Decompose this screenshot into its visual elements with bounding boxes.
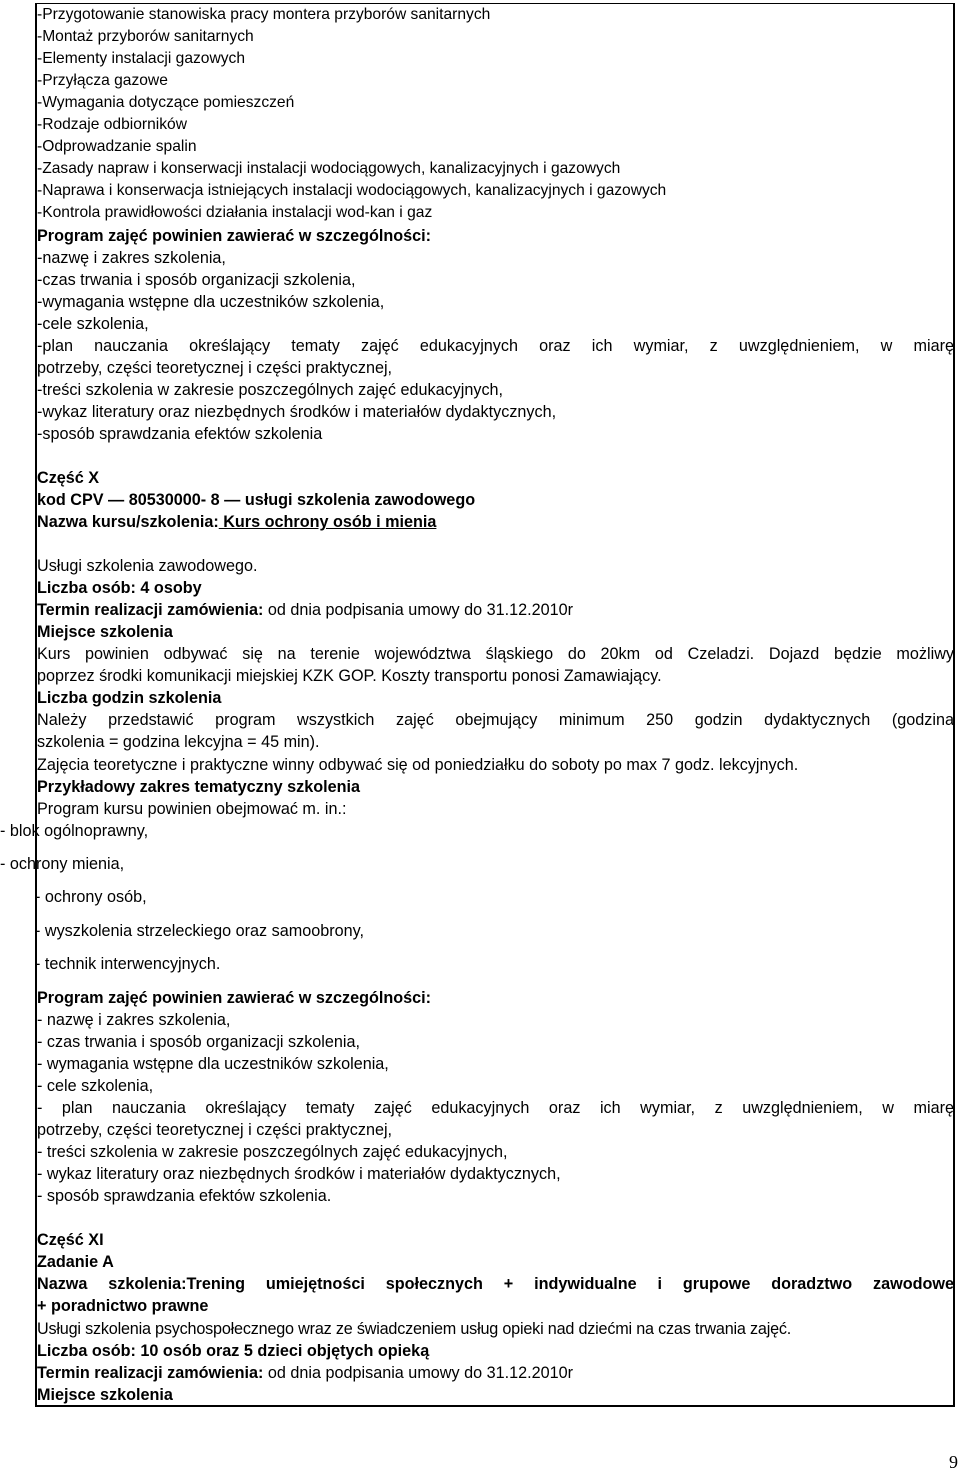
services-text: Usługi szkolenia zawodowego.: [37, 557, 258, 575]
page-number: 9: [949, 1452, 958, 1472]
list-item: - cele szkolenia,: [37, 1077, 154, 1095]
scope-item: - wyszkolenia strzeleckiego oraz samoobrony,: [35, 922, 364, 940]
list-item: - nazwę i zakres szkolenia,: [37, 1011, 231, 1029]
scope-heading: Przykładowy zakres tematyczny szkolenia: [37, 778, 361, 796]
list-item: potrzeby, części teoretycznej i części praktycznej,: [37, 1121, 393, 1139]
list-item: -Wymagania dotyczące pomieszczeń: [37, 94, 295, 111]
course-value: Kurs ochrony osób i mienia: [218, 513, 437, 531]
list-item: -cele szkolenia,: [37, 315, 149, 333]
list-item: - czas trwania i sposób organizacji szkolenia,: [37, 1033, 360, 1051]
list-item: -plan nauczania określający tematy zajęć edukacyjnych oraz ich wymiar, z uwzględnieniem, w miarę: [37, 337, 954, 355]
scope-item: - ochrony osób,: [35, 888, 147, 906]
list-item: potrzeby, części teoretycznej i części praktycznej,: [37, 359, 393, 377]
services-text: Usługi szkolenia psychospołecznego wraz ze świadczeniem usług opieki nad dziećmi na czas trwania zajęć.: [37, 1320, 792, 1338]
term-label: Termin realizacji zamówienia:: [37, 1364, 264, 1382]
program-heading: Program zajęć powinien zawierać w szczególności:: [37, 227, 432, 245]
scope-item: - ochrony mienia,: [0, 855, 125, 873]
list-item: -Przyłącza gazowe: [37, 72, 168, 89]
term: [37, 1363, 954, 1383]
list-item: - wykaz literatury oraz niezbędnych środków i materiałów dydaktycznych,: [37, 1165, 561, 1183]
term-label: Termin realizacji zamówienia:: [37, 601, 264, 619]
list-item: -wykaz literatury oraz niezbędnych środków i materiałów dydaktycznych,: [37, 403, 557, 421]
place-text: poprzez środki komunikacji miejskiej KZK GOP. Koszty transportu ponosi Zamawiający.: [37, 667, 662, 685]
hours-text: szkolenia = godzina lekcyjna = 45 min).: [37, 733, 320, 751]
list-item: -wymagania wstępne dla uczestników szkolenia,: [37, 293, 385, 311]
list-item: - sposób sprawdzania efektów szkolenia.: [37, 1187, 332, 1205]
list-item: -treści szkolenia w zakresie poszczególnych zajęć edukacyjnych,: [37, 381, 504, 399]
list-item: -nazwę i zakres szkolenia,: [37, 249, 226, 267]
section-title: Część XI: [37, 1231, 104, 1249]
place-heading: Miejsce szkolenia: [37, 623, 173, 641]
scope-item: - blok ogólnoprawny,: [0, 822, 149, 840]
term: [37, 600, 954, 620]
persons-count: Liczba osób: 10 osób oraz 5 dzieci objętych opieką: [37, 1342, 430, 1360]
program-heading: Program zajęć powinien zawierać w szczególności:: [37, 989, 432, 1007]
list-item: -Odprowadzanie spalin: [37, 138, 197, 155]
term-value: od dnia podpisania umowy do 31.12.2010r: [263, 601, 573, 619]
list-item: - wymagania wstępne dla uczestników szkolenia,: [37, 1055, 389, 1073]
list-item: -Elementy instalacji gazowych: [37, 50, 246, 67]
list-item: -czas trwania i sposób organizacji szkolenia,: [37, 271, 356, 289]
list-item: -Montaż przyborów sanitarnych: [37, 28, 254, 45]
task-title: Zadanie A: [37, 1253, 114, 1271]
list-item: -Rodzaje odbiorników: [37, 116, 187, 133]
list-item: -Zasady napraw i konserwacji instalacji wodociągowych, kanalizacyjnych i gazowych: [37, 160, 621, 177]
scope-intro: Program kursu powinien obejmować m. in.:: [37, 800, 347, 818]
term-value: od dnia podpisania umowy do 31.12.2010r: [263, 1364, 573, 1382]
training-name: Nazwa szkolenia:Trening umiejętności społecznych + indywidualne i grupowe doradztwo zawodowe: [37, 1275, 954, 1293]
training-name: + poradnictwo prawne: [37, 1297, 209, 1315]
persons-count: Liczba osób: 4 osoby: [37, 579, 202, 597]
list-item: - plan nauczania określający tematy zajęć edukacyjnych oraz ich wymiar, z uwzględnieniem, w miarę: [37, 1099, 954, 1117]
list-item: - treści szkolenia w zakresie poszczególnych zajęć edukacyjnych,: [37, 1143, 508, 1161]
scope-item: - technik interwencyjnych.: [35, 955, 221, 973]
section-title: Część X: [37, 469, 100, 487]
list-item: -sposób sprawdzania efektów szkolenia: [37, 425, 323, 443]
list-item: -Naprawa i konserwacja istniejących instalacji wodociągowych, kanalizacyjnych i gazowych: [37, 182, 667, 199]
place-text: Kurs powinien odbywać się na terenie województwa śląskiego do 20km od Czeladzi. Dojazd będzie możliwy: [37, 645, 954, 663]
hours-text: Należy przedstawić program wszystkich zajęć obejmujący minimum 250 godzin dydaktycznych (godzina: [37, 711, 954, 729]
course-name: [37, 512, 954, 532]
list-item: -Przygotowanie stanowiska pracy montera przyborów sanitarnych: [37, 6, 491, 23]
hours-text: Zajęcia teoretyczne i praktyczne winny odbywać się od poniedziałku do soboty po max 7 godz. lekcyjnych.: [37, 756, 799, 774]
place-heading: Miejsce szkolenia: [37, 1386, 173, 1404]
course-label: Nazwa kursu/szkolenia:: [37, 513, 219, 531]
cpv-code: kod CPV ― 80530000- 8 ― usługi szkolenia zawodowego: [37, 491, 476, 509]
list-item: -Kontrola prawidłowości działania instalacji wod-kan i gaz: [37, 204, 433, 221]
hours-heading: Liczba godzin szkolenia: [37, 689, 222, 707]
